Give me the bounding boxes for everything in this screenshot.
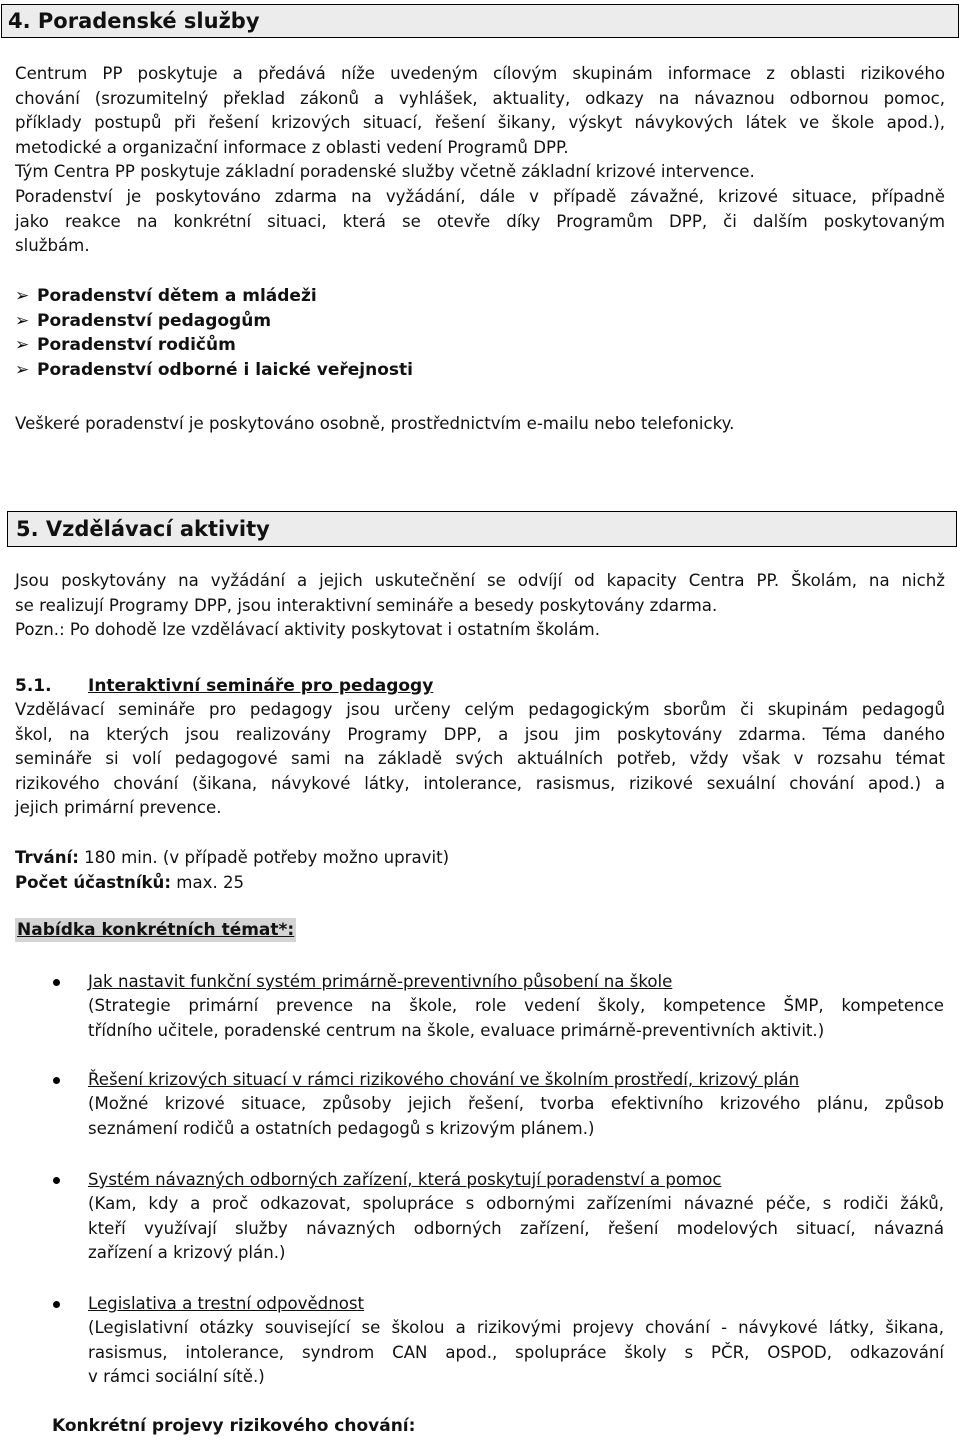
topic-description — [88, 1092, 944, 1141]
topic-description — [88, 994, 944, 1043]
text-line: (Kam, kdy a proč odkazovat, spolupráce s odbornými zařízeními návazné péče, s rodiči žáků, — [88, 1194, 944, 1213]
bullet-dot-icon — [53, 1301, 60, 1308]
text-line: (Legislativní otázky související se školou a rizikovými projevy chování - návykové látky, šikana, — [88, 1318, 944, 1337]
subsection-title: Interaktivní semináře pro pedagogy — [88, 676, 434, 696]
text-line: jako reakce na konkrétní situaci, která se otevře díky Programům DPP, či dalším poskytovaným — [15, 211, 945, 231]
arrow-bullet-icon: ➢ — [15, 286, 30, 306]
text-line: škol, na kterých jsou realizovány Programy DPP, a jsou jim poskytovány zdarma. Téma daného — [15, 724, 945, 744]
text-line: v rámci sociální sítě.) — [88, 1367, 265, 1387]
list-item-label: Poradenství rodičům — [37, 335, 236, 355]
list-item-label: Poradenství odborné i laické veřejnosti — [37, 359, 413, 380]
text-line: rasismus, intolerance, syndrom CAN apod., spolupráce školy s PČR, OSPOD, odkazování — [88, 1342, 944, 1362]
list-item — [15, 309, 413, 334]
note-line: Pozn.: Po dohodě lze vzdělávací aktivity poskytovat i ostatním školám. — [15, 620, 600, 640]
text-line: jejich primární prevence. — [15, 798, 222, 818]
subsection-number: 5.1. — [15, 676, 52, 696]
seminar-description — [15, 698, 945, 821]
text-line: (Možné krizové situace, způsoby jejich řešení, tvorba efektivního krizového plánu, způsob — [88, 1094, 944, 1113]
text-line: službám. — [15, 236, 90, 256]
list-item — [15, 333, 413, 358]
topic-title: Jak nastavit funkční systém primárně-preventivního působení na škole — [88, 972, 673, 991]
subsection-heading — [15, 674, 433, 698]
topic-title: Legislativa a trestní odpovědnost — [88, 1294, 365, 1313]
section-4-closing: Veškeré poradenství je poskytováno osobně, prostřednictvím e-mailu nebo telefonicky. — [15, 414, 735, 433]
topic-description — [88, 1192, 944, 1266]
duration-label: Trvání: — [15, 848, 79, 867]
section-4-intro — [15, 62, 945, 259]
text-line: semináře si volí pedagogové sami na základě svých aktuálních potřeb, vždy však v rozsahu témat — [15, 749, 945, 769]
text-line: zařízení a krizový plán.) — [88, 1243, 286, 1263]
bullet-dot-icon — [53, 979, 60, 986]
list-item — [15, 284, 413, 309]
text-line: kteří využívají služby návazných odborných zařízení, řešení modelových situací, návazná — [88, 1218, 944, 1238]
topic-title: Systém návazných odborných zařízení, která poskytují poradenství a pomoc — [88, 1170, 722, 1189]
text-line: metodické a organizační informace z oblasti vedení Programů DPP. — [15, 137, 569, 157]
duration-value: 180 min. (v případě potřeby možno upravit) — [78, 848, 450, 867]
arrow-bullet-icon: ➢ — [15, 310, 30, 331]
text-line: chování (srozumitelný překlad zákonů a vyhlášek, aktuality, odkazy na návaznou odbornou pomoc, — [15, 88, 945, 108]
text-line: se realizují Programy DPP, jsou interaktivní semináře a besedy poskytovány zdarma. — [15, 595, 718, 615]
participants-line — [15, 871, 945, 896]
text-line: (Strategie primární prevence na škole, role vedení školy, kompetence ŠMP, kompetence — [88, 996, 944, 1015]
text-line: Vzdělávací semináře pro pedagogy jsou určeny celým pedagogickým sborům či skupinám pedagogů — [15, 700, 945, 719]
topic-title: Řešení krizových situací v rámci rizikového chování ve školním prostředí, krizový plán — [88, 1070, 800, 1089]
section-5-intro — [15, 569, 945, 643]
list-item-label: Poradenství dětem a mládeži — [37, 286, 317, 306]
section-4-heading: 4. Poradenské služby — [1, 4, 959, 38]
list-item — [15, 358, 413, 383]
bullet-dot-icon — [53, 1177, 60, 1184]
participants-value: max. 25 — [171, 872, 245, 892]
text-line: třídního učitele, poradenské centrum na škole, evaluace primárně-preventivních aktivit.) — [88, 1020, 825, 1040]
topic-description — [88, 1316, 944, 1390]
team-line: Tým Centra PP poskytuje základní poradenské služby včetně základní krizové intervence. — [15, 162, 755, 182]
text-line: Poradenství je poskytováno zdarma na vyžádání, dále v případě závažné, krizové situace, případně — [15, 186, 945, 206]
seminar-details — [15, 846, 945, 895]
duration-line — [15, 846, 945, 871]
text-line: Centrum PP poskytuje a předává níže uvedeným cílovým skupinám informace z oblasti rizikového — [15, 64, 945, 83]
bullet-dot-icon — [53, 1077, 60, 1084]
counselling-list — [15, 284, 413, 382]
participants-label: Počet účastníků: — [15, 872, 172, 892]
text-line: rizikového chování (šikana, návykové látky, intolerance, rasismus, rizikové sexuální chování apod.) a — [15, 773, 945, 793]
section-5-heading: 5. Vzdělávací aktivity — [7, 511, 957, 547]
arrow-bullet-icon: ➢ — [15, 359, 30, 380]
text-line: Jsou poskytovány na vyžádání a jejich uskutečnění se odvíjí od kapacity Centra PP. Školám, na nichž — [15, 571, 945, 590]
list-item-label: Poradenství pedagogům — [37, 310, 272, 331]
text-line: příklady postupů při řešení krizových situací, řešení šikany, výskyt návykových látek ve škole apod.), — [15, 113, 945, 133]
risk-behaviour-heading: Konkrétní projevy rizikového chování: — [52, 1416, 416, 1436]
topics-offer-heading: Nabídka konkrétních témat*: — [17, 920, 295, 940]
text-line: seznámení rodičů a ostatních pedagogů s krizovým plánem.) — [88, 1118, 595, 1138]
arrow-bullet-icon: ➢ — [15, 335, 30, 355]
